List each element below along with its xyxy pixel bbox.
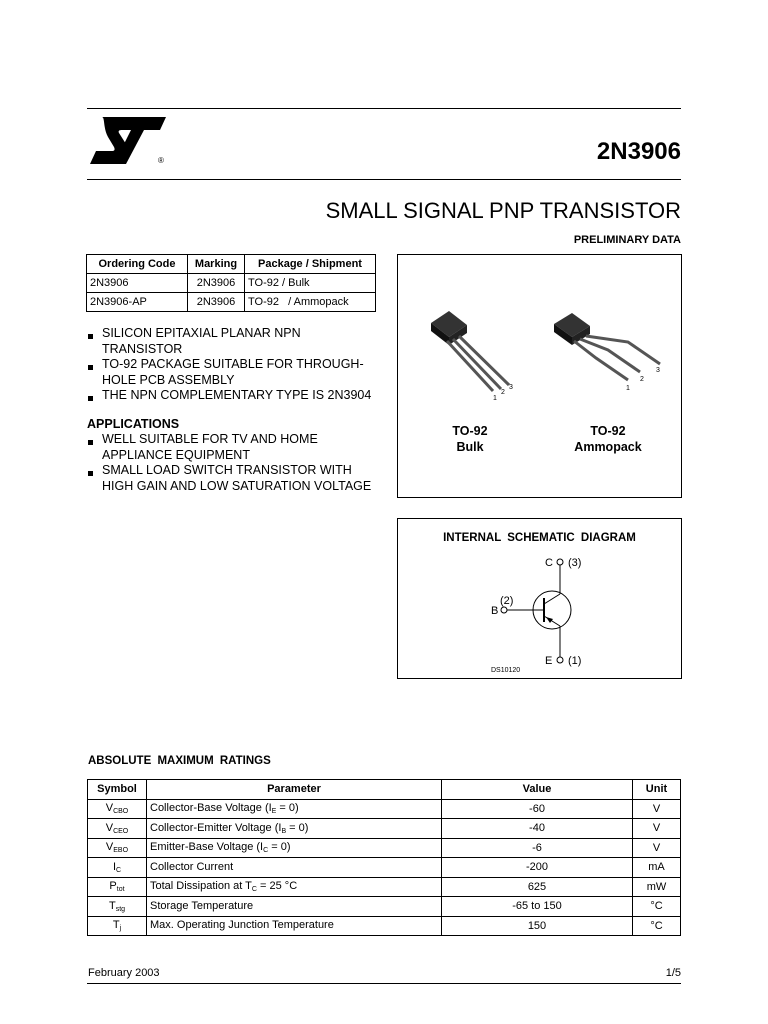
table-row — [87, 274, 376, 293]
parameter-cell: Collector Current — [147, 858, 442, 878]
table-header: Symbol — [88, 780, 147, 800]
parameter-cell: Total Dissipation at $T_C = 25$ °C — [147, 877, 442, 897]
list-item: TO-92 PACKAGE SUITABLE FOR THROUGH-HOLE PCB ASSEMBLY — [87, 357, 377, 388]
pin-label: 2 — [501, 389, 505, 396]
pin-label: 2 — [640, 376, 644, 383]
top-rule — [87, 108, 681, 109]
parameter-cell: Emitter-Base Voltage $(I_C = 0)$ — [147, 838, 442, 858]
table-row — [88, 916, 681, 936]
package-label-ammopack — [558, 423, 658, 455]
symbol-cell: $V_{CBO}$ — [88, 799, 147, 819]
list-item: THE NPN COMPLEMENTARY TYPE IS 2N3904 — [87, 388, 377, 404]
table-header: Parameter — [147, 780, 442, 800]
table-row — [87, 293, 376, 312]
table-header-row — [88, 780, 681, 800]
drawing-code: DS10120 — [491, 667, 521, 674]
table-row — [88, 838, 681, 858]
page-number: 1/5 — [665, 967, 681, 979]
unit-cell: V — [633, 799, 681, 819]
pin-label: 3 — [656, 367, 660, 374]
table-cell: TO-92 / Bulk — [245, 274, 376, 293]
table-header: Unit — [633, 780, 681, 800]
value-cell: -6 — [442, 838, 633, 858]
unit-cell: mA — [633, 858, 681, 878]
to92-ammopack-illustration — [548, 310, 673, 400]
symbol-cell: $P_{tot}$ — [88, 877, 147, 897]
page-title: SMALL SIGNAL PNP TRANSISTOR — [325, 198, 681, 223]
parameter-cell: Storage Temperature — [147, 897, 442, 917]
parameter-cell: Max. Operating Junction Temperature — [147, 916, 442, 936]
package-label-bulk — [428, 423, 512, 455]
table-row — [88, 858, 681, 878]
table-cell: 2N3906-AP — [87, 293, 188, 312]
emitter-label: E — [545, 655, 553, 667]
table-row — [88, 877, 681, 897]
unit-cell: V — [633, 819, 681, 839]
collector-pin-label: (3) — [568, 557, 582, 569]
package-type: TO-92 — [452, 424, 488, 438]
unit-cell: mW — [633, 877, 681, 897]
value-cell: -65 to 150 — [442, 897, 633, 917]
symbol-cell: $V_{CEO}$ — [88, 819, 147, 839]
package-shipment: Bulk — [456, 440, 484, 454]
pin-label: 3 — [509, 384, 513, 391]
table-row — [88, 799, 681, 819]
footer-rule — [87, 983, 681, 984]
table-header: Ordering Code — [87, 255, 188, 274]
unit-cell: °C — [633, 897, 681, 917]
table-cell: 2N3906 — [188, 274, 245, 293]
collector-label: C — [545, 557, 553, 569]
symbol-cell: $T_j$ — [88, 916, 147, 936]
table-header-row — [87, 255, 376, 274]
value-cell: 150 — [442, 916, 633, 936]
symbol-cell: $T_{stg}$ — [88, 897, 147, 917]
package-box — [397, 254, 682, 498]
unit-cell: °C — [633, 916, 681, 936]
value-cell: -60 — [442, 799, 633, 819]
parameter-cell: Collector-Emitter Voltage $(I_B = 0)$ — [147, 819, 442, 839]
to92-bulk-illustration — [423, 305, 533, 400]
table-cell: 2N3906 — [87, 274, 188, 293]
parameter-cell: Collector-Base Voltage $(I_E = 0)$ — [147, 799, 442, 819]
value-cell: 625 — [442, 877, 633, 897]
preliminary-label: PRELIMINARY DATA — [573, 234, 681, 246]
list-item: SMALL LOAD SWITCH TRANSISTOR WITH HIGH GAIN AND LOW SATURATION VOLTAGE — [87, 463, 377, 494]
header-rule — [87, 179, 681, 180]
feature-list — [87, 326, 377, 494]
list-item: SILICON EPITAXIAL PLANAR NPN TRANSISTOR — [87, 326, 377, 357]
schematic-title: INTERNAL SCHEMATIC DIAGRAM — [443, 532, 636, 544]
footer-date: February 2003 — [88, 967, 160, 979]
package-type: TO-92 — [590, 424, 626, 438]
value-cell: -40 — [442, 819, 633, 839]
part-number: 2N3906 — [596, 138, 681, 165]
table-header: Value — [442, 780, 633, 800]
value-cell: -200 — [442, 858, 633, 878]
st-logo — [88, 116, 172, 166]
package-shipment: Ammopack — [574, 440, 642, 454]
svg-text:®: ® — [158, 156, 164, 165]
symbol-cell: $V_{EBO}$ — [88, 838, 147, 858]
table-row — [88, 897, 681, 917]
table-row — [88, 819, 681, 839]
base-pin-label: (2) — [500, 595, 514, 607]
table-cell: TO-92 / Ammopack — [245, 293, 376, 312]
table-header: Package / Shipment — [245, 255, 376, 274]
table-header: Marking — [188, 255, 245, 274]
pin-label: 1 — [626, 385, 630, 392]
ordering-table — [86, 254, 376, 312]
transistor-symbol — [483, 549, 613, 675]
emitter-pin-label: (1) — [568, 655, 582, 667]
schematic-box — [397, 518, 682, 679]
ratings-table — [87, 779, 681, 936]
table-cell: 2N3906 — [188, 293, 245, 312]
applications-heading: APPLICATIONS — [87, 416, 180, 431]
ratings-heading: ABSOLUTE MAXIMUM RATINGS — [88, 755, 271, 767]
list-item: WELL SUITABLE FOR TV AND HOME APPLIANCE EQUIPMENT — [87, 432, 377, 463]
symbol-cell: $I_C$ — [88, 858, 147, 878]
unit-cell: V — [633, 838, 681, 858]
pin-label: 1 — [493, 395, 497, 400]
base-label: B — [491, 605, 499, 617]
